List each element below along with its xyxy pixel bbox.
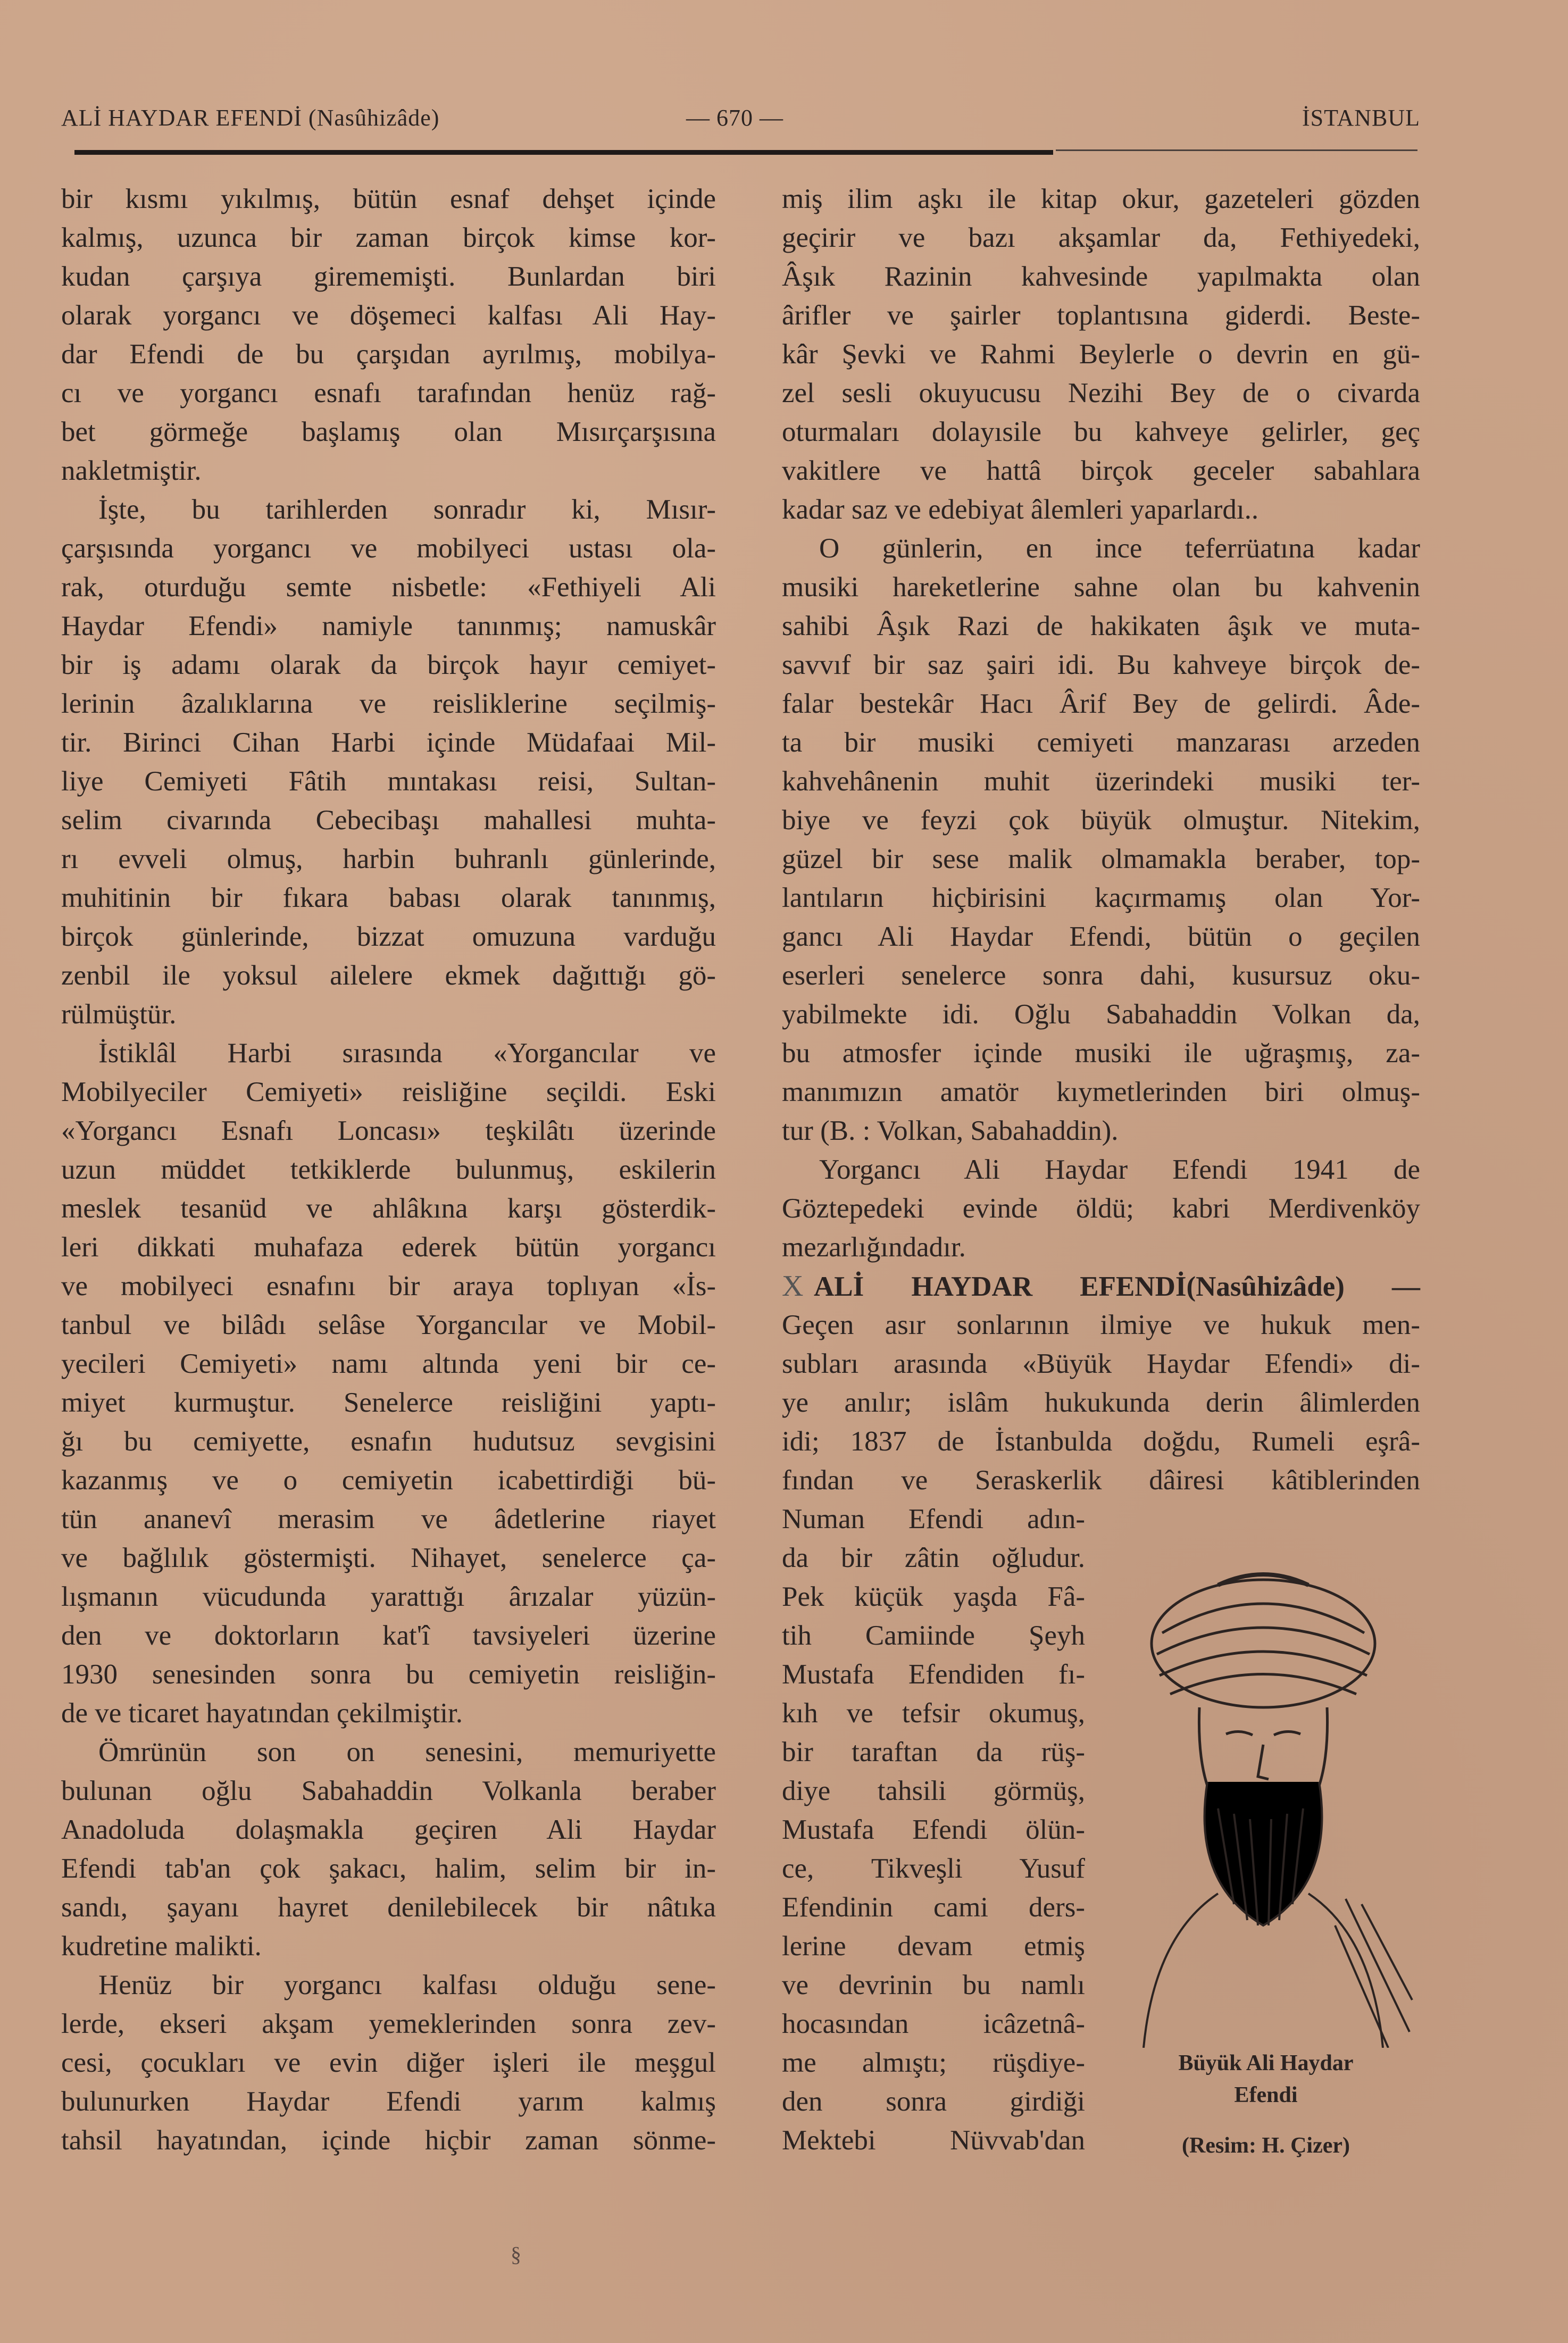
text-line: kalmış, uzunca bir zaman birçok kimse kor-: [61, 222, 716, 253]
running-head-section: İSTANBUL: [1302, 105, 1420, 131]
text-line: tanbul ve bilâdı selâse Yorgancılar ve Mobil-: [61, 1310, 716, 1340]
text-line: liye Cemiyeti Fâtih mıntakası reisi, Sultan-: [61, 766, 716, 797]
text-line: bir kısmı yıkılmış, bütün esnaf dehşet içinde: [61, 184, 716, 214]
text-line: biye ve feyzi çok büyük olmuştur. Nitekim,: [782, 805, 1420, 836]
text-line: oturmaları dolayısile bu kahveye gelirler, geç: [782, 416, 1420, 447]
text-line: kudretine malikti.: [61, 1931, 262, 1962]
text-line: kıh ve tefsir okumuş,: [782, 1698, 1085, 1729]
text-line: sandı, şayanı hayret denilebilecek bir nâtıka: [61, 1892, 716, 1923]
text-line: Henüz bir yorgancı kalfası olduğu sene-: [98, 1970, 716, 2000]
text-line: O günlerin, en ince teferrüatına kadar: [819, 533, 1420, 564]
text-line: tih Camiinde Şeyh: [782, 1620, 1085, 1651]
header-rule-thin: [1056, 149, 1417, 151]
checkmark-x-icon: X: [782, 1270, 804, 1303]
text-line: rülmüştür.: [61, 999, 177, 1030]
text-line: ta bir musiki cemiyeti manzarası arzeden: [782, 727, 1420, 758]
text-line: de ve ticaret hayatından çekilmiştir.: [61, 1698, 463, 1729]
text-line: meslek tesanüd ve ahlâkına karşı gösterdik-: [61, 1193, 716, 1224]
text-line: falar bestekâr Hacı Ârif Bey de gelirdi. Âde-: [782, 688, 1420, 719]
text-line: Mobilyeciler Cemiyeti» reisliğine seçildi. Eski: [61, 1077, 716, 1107]
text-line: ve mobilyeci esnafını bir araya toplıyan «İs-: [61, 1271, 716, 1302]
page-number: — 670 —: [686, 105, 783, 131]
text-line: kadar saz ve edebiyat âlemleri yaparlardı..: [782, 494, 1259, 525]
text-line: manımızın amatör kıymetlerinden biri olmuş-: [782, 1077, 1420, 1107]
text-line: eserleri senelerce sonra dahi, kusursuz oku-: [782, 960, 1420, 991]
text-line: ve bağlılık göstermişti. Nihayet, senelerce ça-: [61, 1542, 716, 1573]
text-line: Mustafa Efendiden fı-: [782, 1659, 1085, 1690]
text-line: bu atmosfer içinde musiki ile uğraşmış, za-: [782, 1038, 1420, 1069]
text-line: rak, oturduğu semte nisbetle: «Fethiyeli Ali: [61, 572, 716, 603]
text-line: nakletmiştir.: [61, 455, 202, 486]
text-line: lışmanın vücudunda yarattığı ârızalar yüzün-: [61, 1581, 716, 1612]
text-line: da bir zâtin oğludur.: [782, 1542, 1085, 1573]
portrait-illustration: [1112, 1553, 1415, 2048]
text-line: Mektebi Nüvvab'dan: [782, 2125, 1085, 2156]
text-line: rı evveli olmuş, harbin buhranlı günlerinde,: [61, 844, 716, 874]
text-line: lerine devam etmiş: [782, 1931, 1085, 1962]
text-line: Göztepedeki evinde öldü; kabri Merdivenköy: [782, 1193, 1420, 1224]
text-line: uzun müddet tetkiklerde bulunmuş, eskilerin: [61, 1154, 716, 1185]
text-line: bir taraftan da rüş-: [782, 1737, 1085, 1767]
text-line: Numan Efendi adın-: [782, 1504, 1085, 1535]
entry-subtitle: (Nasûhizâde) —: [1186, 1271, 1420, 1302]
text-line: leri dikkati muhafaza ederek bütün yorgancı: [61, 1232, 716, 1263]
text-line: miyet kurmuştur. Senelerce reisliğini yaptı-: [61, 1387, 716, 1418]
text-line: bet görmeğe başlamış olan Mısırçarşısına: [61, 416, 716, 447]
text-line: ye anılır; islâm hukukunda derin âlimlerden: [782, 1387, 1420, 1418]
text-line: birçok günlerinde, bizzat omuzuna varduğu: [61, 921, 716, 952]
text-line: lantıların hiçbirisini kaçırmamış olan Yor-: [782, 882, 1420, 913]
text-line: «Yorgancı Esnafı Loncası» teşkilâtı üzerinde: [61, 1115, 716, 1146]
text-line: tur (B. : Volkan, Sabahaddin).: [782, 1115, 1119, 1146]
text-line: cı ve yorgancı esnafı tarafından henüz rağ-: [61, 378, 716, 408]
text-line: Ömrünün son on senesini, memuriyette: [98, 1737, 716, 1767]
text-line: 1930 senesinden sonra bu cemiyetin reisliğin-: [61, 1659, 716, 1690]
text-line: lerde, ekseri akşam yemeklerinden sonra zev-: [61, 2008, 716, 2039]
left-column: [61, 180, 716, 2160]
text-line: musiki hareketlerine sahne olan bu kahvenin: [782, 572, 1420, 603]
text-line: vakitlere ve hattâ birçok geceler sabahlara: [782, 455, 1420, 486]
text-line: savvıf bir saz şairi idi. Bu kahveye birçok de-: [782, 649, 1420, 680]
text-line: dar Efendi de bu çarşıdan ayrılmış, mobilya-: [61, 339, 716, 370]
text-line: yecileri Cemiyeti» namı altında yeni bir ce-: [61, 1348, 716, 1379]
text-line: den ve doktorların kat'î tavsiyeleri üzerine: [61, 1620, 716, 1651]
text-line: tahsil hayatından, içinde hiçbir zaman sönme-: [61, 2125, 716, 2156]
text-line: me almıştı; rüşdiye-: [782, 2047, 1085, 2078]
text-line: Haydar Efendi» namiyle tanınmış; namuskâr: [61, 611, 716, 641]
ornament-mark: §: [511, 2242, 521, 2266]
text-line: İşte, bu tarihlerden sonradır ki, Mısır-: [98, 494, 716, 525]
text-line: Pek küçük yaşda Fâ-: [782, 1581, 1085, 1612]
text-line: subları arasında «Büyük Haydar Efendi» di-: [782, 1348, 1420, 1379]
text-line: muhitinin bir fıkara babası olarak tanınmış,: [61, 882, 716, 913]
text-line: selim civarında Cebecibaşı mahallesi muhta-: [61, 805, 716, 836]
text-line: kahvehânenin muhit üzerindeki musiki ter-: [782, 766, 1420, 797]
running-head-title: ALİ HAYDAR EFENDİ (Nasûhizâde): [61, 105, 440, 131]
text-line: bir iş adamı olarak da birçok hayır cemiyet-: [61, 649, 716, 680]
text-line: hocasından icâzetnâ-: [782, 2008, 1085, 2039]
text-line: fından ve Seraskerlik dâiresi kâtiblerinden: [782, 1465, 1420, 1496]
text-line: geçirir ve bazı akşamlar da, Fethiyedeki,: [782, 222, 1420, 253]
text-line: cesi, çocukları ve evin diğer işleri ile meşgul: [61, 2047, 716, 2078]
text-line: Anadoluda dolaşmakla geçiren Ali Haydar: [61, 1814, 716, 1845]
text-line: ve devrinin bu namlı: [782, 1970, 1085, 2000]
text-line: Efendinin cami ders-: [782, 1892, 1085, 1923]
text-line: lerinin âzalıklarına ve reisliklerine seçilmiş-: [61, 688, 716, 719]
text-line: idi; 1837 de İstanbulda doğdu, Rumeli eşrâ-: [782, 1426, 1420, 1457]
text-line: sahibi Âşık Razi de hakikaten âşık ve muta-: [782, 611, 1420, 641]
text-line: Geçen asır sonlarının ilmiye ve hukuk men-: [782, 1310, 1420, 1340]
text-line: gancı Ali Haydar Efendi, bütün o geçilen: [782, 921, 1420, 952]
text-line: Mustafa Efendi ölün-: [782, 1814, 1085, 1845]
text-line: ce, Tikveşli Yusuf: [782, 1853, 1085, 1884]
text-line: kudan çarşıya girememişti. Bunlardan biri: [61, 261, 716, 292]
text-line: ğı bu cemiyette, esnafın hudutsuz sevgisini: [61, 1426, 716, 1457]
text-line: tir. Birinci Cihan Harbi içinde Müdafaai Mil-: [61, 727, 716, 758]
text-line: çarşısında yorgancı ve mobilyeci ustası ola-: [61, 533, 716, 564]
text-line: bulunurken Haydar Efendi yarım kalmış: [61, 2086, 716, 2117]
text-line: Âşık Razinin kahvesinde yapılmakta olan: [782, 261, 1420, 292]
portrait-caption-name: Büyük Ali Haydar: [1178, 2051, 1354, 2075]
text-line: zenbil ile yoksul ailelere ekmek dağıttığı gö-: [61, 960, 716, 991]
header-rule: [74, 150, 1053, 155]
text-line: Efendi tab'an çok şakacı, halim, selim bir in-: [61, 1853, 716, 1884]
text-line: Yorgancı Ali Haydar Efendi 1941 de: [819, 1154, 1420, 1185]
text-line: kâr Şevki ve Rahmi Beylerle o devrin en gü-: [782, 339, 1420, 370]
text-line: olarak yorgancı ve döşemeci kalfası Ali Hay-: [61, 300, 716, 331]
text-line: den sonra girdiği: [782, 2086, 1085, 2117]
text-line: miş ilim aşkı ile kitap okur, gazeteleri gözden: [782, 184, 1420, 214]
entry-heading: [782, 1267, 1420, 1306]
portrait-caption-credit: (Resim: H. Çizer): [1181, 2133, 1350, 2158]
entry-title: ALİ HAYDAR EFENDİ: [814, 1271, 1187, 1302]
text-line: bulunan oğlu Sabahaddin Volkanla beraber: [61, 1775, 716, 1806]
text-line: kazanmış ve o cemiyetin icabettirdiği bü-: [61, 1465, 716, 1496]
portrait-caption-name-cont: Efendi: [1234, 2083, 1298, 2107]
text-line: ârifler ve şairler toplantısına giderdi. Beste-: [782, 300, 1420, 331]
text-line: zel sesli okuyucusu Nezihi Bey de o civarda: [782, 378, 1420, 408]
text-line: İstiklâl Harbi sırasında «Yorgancılar ve: [98, 1038, 716, 1069]
text-line: tün ananevî merasim ve âdetlerine riayet: [61, 1504, 716, 1535]
text-line: mezarlığındadır.: [782, 1232, 966, 1263]
text-line: güzel bir sese malik olmamakla beraber, top-: [782, 844, 1420, 874]
text-line: yabilmekte idi. Oğlu Sabahaddin Volkan da,: [782, 999, 1420, 1030]
text-line: diye tahsili görmüş,: [782, 1775, 1085, 1806]
